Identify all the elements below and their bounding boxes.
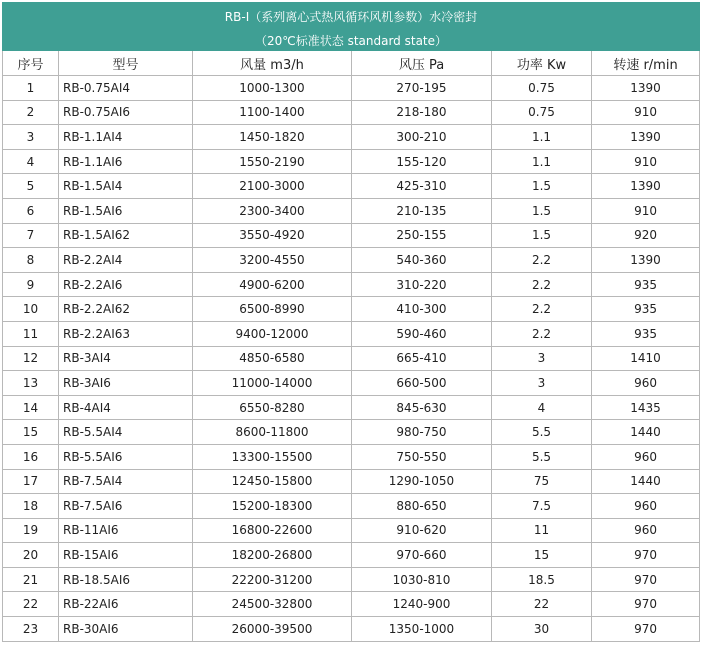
- cell-index: 16: [3, 444, 59, 469]
- cell-pressure: 590-460: [352, 321, 492, 346]
- cell-power: 3: [492, 371, 592, 396]
- cell-model: RB-7.5AI6: [59, 494, 193, 519]
- cell-airflow: 22200-31200: [193, 567, 352, 592]
- cell-speed: 970: [592, 617, 700, 642]
- cell-speed: 1435: [592, 395, 700, 420]
- cell-index: 5: [3, 174, 59, 199]
- cell-airflow: 4850-6580: [193, 346, 352, 371]
- cell-power: 22: [492, 592, 592, 617]
- cell-speed: 1390: [592, 174, 700, 199]
- cell-airflow: 9400-12000: [193, 321, 352, 346]
- table-row: [3, 248, 700, 273]
- cell-pressure: 880-650: [352, 494, 492, 519]
- cell-model: RB-7.5AI4: [59, 469, 193, 494]
- table-subtitle: （20℃标准状态 standard state）: [3, 31, 700, 51]
- table-title: RB-I（系列离心式热风循环风机参数）水冷密封: [3, 3, 700, 31]
- cell-model: RB-30AI6: [59, 617, 193, 642]
- cell-speed: 970: [592, 567, 700, 592]
- cell-power: 2.2: [492, 248, 592, 273]
- cell-airflow: 6500-8990: [193, 297, 352, 322]
- cell-airflow: 1550-2190: [193, 149, 352, 174]
- cell-pressure: 910-620: [352, 518, 492, 543]
- cell-power: 1.1: [492, 125, 592, 150]
- cell-power: 1.5: [492, 223, 592, 248]
- cell-index: 3: [3, 125, 59, 150]
- cell-model: RB-1.5AI62: [59, 223, 193, 248]
- cell-airflow: 1000-1300: [193, 76, 352, 101]
- cell-speed: 1390: [592, 76, 700, 101]
- cell-pressure: 210-135: [352, 198, 492, 223]
- cell-model: RB-1.5AI4: [59, 174, 193, 199]
- cell-model: RB-0.75AI6: [59, 100, 193, 125]
- table-row: [3, 346, 700, 371]
- cell-airflow: 3550-4920: [193, 223, 352, 248]
- header-model: 型号: [59, 51, 193, 76]
- cell-airflow: 1100-1400: [193, 100, 352, 125]
- header-power: 功率 Kw: [492, 51, 592, 76]
- cell-airflow: 15200-18300: [193, 494, 352, 519]
- cell-model: RB-11AI6: [59, 518, 193, 543]
- table-row: [3, 174, 700, 199]
- table-row: [3, 444, 700, 469]
- table-row: [3, 125, 700, 150]
- cell-pressure: 750-550: [352, 444, 492, 469]
- cell-pressure: 300-210: [352, 125, 492, 150]
- cell-airflow: 24500-32800: [193, 592, 352, 617]
- cell-airflow: 8600-11800: [193, 420, 352, 445]
- cell-power: 1.5: [492, 198, 592, 223]
- cell-model: RB-5.5AI4: [59, 420, 193, 445]
- cell-model: RB-2.2AI4: [59, 248, 193, 273]
- cell-pressure: 540-360: [352, 248, 492, 273]
- cell-airflow: 2100-3000: [193, 174, 352, 199]
- cell-airflow: 26000-39500: [193, 617, 352, 642]
- cell-model: RB-1.1AI4: [59, 125, 193, 150]
- cell-index: 14: [3, 395, 59, 420]
- cell-speed: 1390: [592, 125, 700, 150]
- cell-speed: 960: [592, 371, 700, 396]
- cell-speed: 960: [592, 494, 700, 519]
- cell-power: 2.2: [492, 297, 592, 322]
- cell-power: 30: [492, 617, 592, 642]
- cell-model: RB-2.2AI62: [59, 297, 193, 322]
- cell-speed: 1440: [592, 420, 700, 445]
- cell-speed: 960: [592, 518, 700, 543]
- table-row: [3, 149, 700, 174]
- table-row: [3, 420, 700, 445]
- cell-pressure: 1030-810: [352, 567, 492, 592]
- cell-index: 12: [3, 346, 59, 371]
- cell-airflow: 18200-26800: [193, 543, 352, 568]
- cell-speed: 910: [592, 100, 700, 125]
- cell-pressure: 665-410: [352, 346, 492, 371]
- table-row: [3, 371, 700, 396]
- cell-speed: 910: [592, 198, 700, 223]
- table-subtitle-row: [3, 31, 700, 51]
- cell-speed: 920: [592, 223, 700, 248]
- cell-index: 1: [3, 76, 59, 101]
- cell-index: 18: [3, 494, 59, 519]
- cell-pressure: 970-660: [352, 543, 492, 568]
- cell-power: 0.75: [492, 76, 592, 101]
- table-row: [3, 297, 700, 322]
- cell-index: 8: [3, 248, 59, 273]
- table-row: [3, 321, 700, 346]
- table-row: [3, 76, 700, 101]
- table-header-row: [3, 51, 700, 76]
- cell-model: RB-22AI6: [59, 592, 193, 617]
- cell-power: 5.5: [492, 420, 592, 445]
- cell-power: 15: [492, 543, 592, 568]
- cell-power: 1.1: [492, 149, 592, 174]
- table-row: [3, 567, 700, 592]
- cell-airflow: 3200-4550: [193, 248, 352, 273]
- cell-power: 5.5: [492, 444, 592, 469]
- cell-pressure: 218-180: [352, 100, 492, 125]
- cell-pressure: 270-195: [352, 76, 492, 101]
- cell-pressure: 425-310: [352, 174, 492, 199]
- table-row: [3, 494, 700, 519]
- cell-speed: 935: [592, 272, 700, 297]
- header-speed: 转速 r/min: [592, 51, 700, 76]
- cell-speed: 1410: [592, 346, 700, 371]
- table-row: [3, 469, 700, 494]
- table-row: [3, 543, 700, 568]
- cell-index: 22: [3, 592, 59, 617]
- cell-model: RB-2.2AI6: [59, 272, 193, 297]
- cell-speed: 1440: [592, 469, 700, 494]
- cell-index: 17: [3, 469, 59, 494]
- cell-pressure: 1290-1050: [352, 469, 492, 494]
- table-row: [3, 395, 700, 420]
- cell-index: 9: [3, 272, 59, 297]
- cell-model: RB-5.5AI6: [59, 444, 193, 469]
- cell-model: RB-18.5AI6: [59, 567, 193, 592]
- header-index: 序号: [3, 51, 59, 76]
- cell-index: 11: [3, 321, 59, 346]
- cell-index: 15: [3, 420, 59, 445]
- cell-airflow: 4900-6200: [193, 272, 352, 297]
- table-row: [3, 617, 700, 642]
- cell-index: 7: [3, 223, 59, 248]
- cell-power: 7.5: [492, 494, 592, 519]
- cell-index: 21: [3, 567, 59, 592]
- cell-speed: 970: [592, 543, 700, 568]
- cell-model: RB-2.2AI63: [59, 321, 193, 346]
- cell-pressure: 980-750: [352, 420, 492, 445]
- cell-pressure: 845-630: [352, 395, 492, 420]
- cell-airflow: 6550-8280: [193, 395, 352, 420]
- cell-index: 13: [3, 371, 59, 396]
- table-row: [3, 592, 700, 617]
- cell-pressure: 155-120: [352, 149, 492, 174]
- cell-index: 10: [3, 297, 59, 322]
- cell-power: 3: [492, 346, 592, 371]
- cell-speed: 960: [592, 444, 700, 469]
- cell-power: 1.5: [492, 174, 592, 199]
- fan-parameter-table: [2, 2, 700, 642]
- cell-pressure: 410-300: [352, 297, 492, 322]
- cell-model: RB-3AI4: [59, 346, 193, 371]
- cell-airflow: 11000-14000: [193, 371, 352, 396]
- cell-index: 4: [3, 149, 59, 174]
- cell-pressure: 310-220: [352, 272, 492, 297]
- table-row: [3, 223, 700, 248]
- cell-power: 2.2: [492, 272, 592, 297]
- cell-pressure: 250-155: [352, 223, 492, 248]
- table-row: [3, 518, 700, 543]
- cell-pressure: 1350-1000: [352, 617, 492, 642]
- cell-speed: 935: [592, 321, 700, 346]
- cell-airflow: 16800-22600: [193, 518, 352, 543]
- cell-model: RB-15AI6: [59, 543, 193, 568]
- cell-pressure: 1240-900: [352, 592, 492, 617]
- cell-speed: 935: [592, 297, 700, 322]
- cell-power: 2.2: [492, 321, 592, 346]
- table-row: [3, 198, 700, 223]
- cell-model: RB-0.75AI4: [59, 76, 193, 101]
- cell-airflow: 13300-15500: [193, 444, 352, 469]
- cell-index: 19: [3, 518, 59, 543]
- table-title-row: [3, 3, 700, 31]
- cell-power: 4: [492, 395, 592, 420]
- cell-index: 2: [3, 100, 59, 125]
- cell-airflow: 12450-15800: [193, 469, 352, 494]
- cell-power: 75: [492, 469, 592, 494]
- cell-model: RB-1.5AI6: [59, 198, 193, 223]
- cell-index: 20: [3, 543, 59, 568]
- header-airflow: 风量 m3/h: [193, 51, 352, 76]
- cell-index: 23: [3, 617, 59, 642]
- cell-power: 0.75: [492, 100, 592, 125]
- cell-speed: 1390: [592, 248, 700, 273]
- cell-speed: 970: [592, 592, 700, 617]
- cell-pressure: 660-500: [352, 371, 492, 396]
- table-row: [3, 100, 700, 125]
- cell-airflow: 1450-1820: [193, 125, 352, 150]
- cell-model: RB-1.1AI6: [59, 149, 193, 174]
- cell-speed: 910: [592, 149, 700, 174]
- cell-airflow: 2300-3400: [193, 198, 352, 223]
- cell-power: 18.5: [492, 567, 592, 592]
- cell-model: RB-4AI4: [59, 395, 193, 420]
- cell-index: 6: [3, 198, 59, 223]
- table-row: [3, 272, 700, 297]
- cell-power: 11: [492, 518, 592, 543]
- cell-model: RB-3AI6: [59, 371, 193, 396]
- header-pressure: 风压 Pa: [352, 51, 492, 76]
